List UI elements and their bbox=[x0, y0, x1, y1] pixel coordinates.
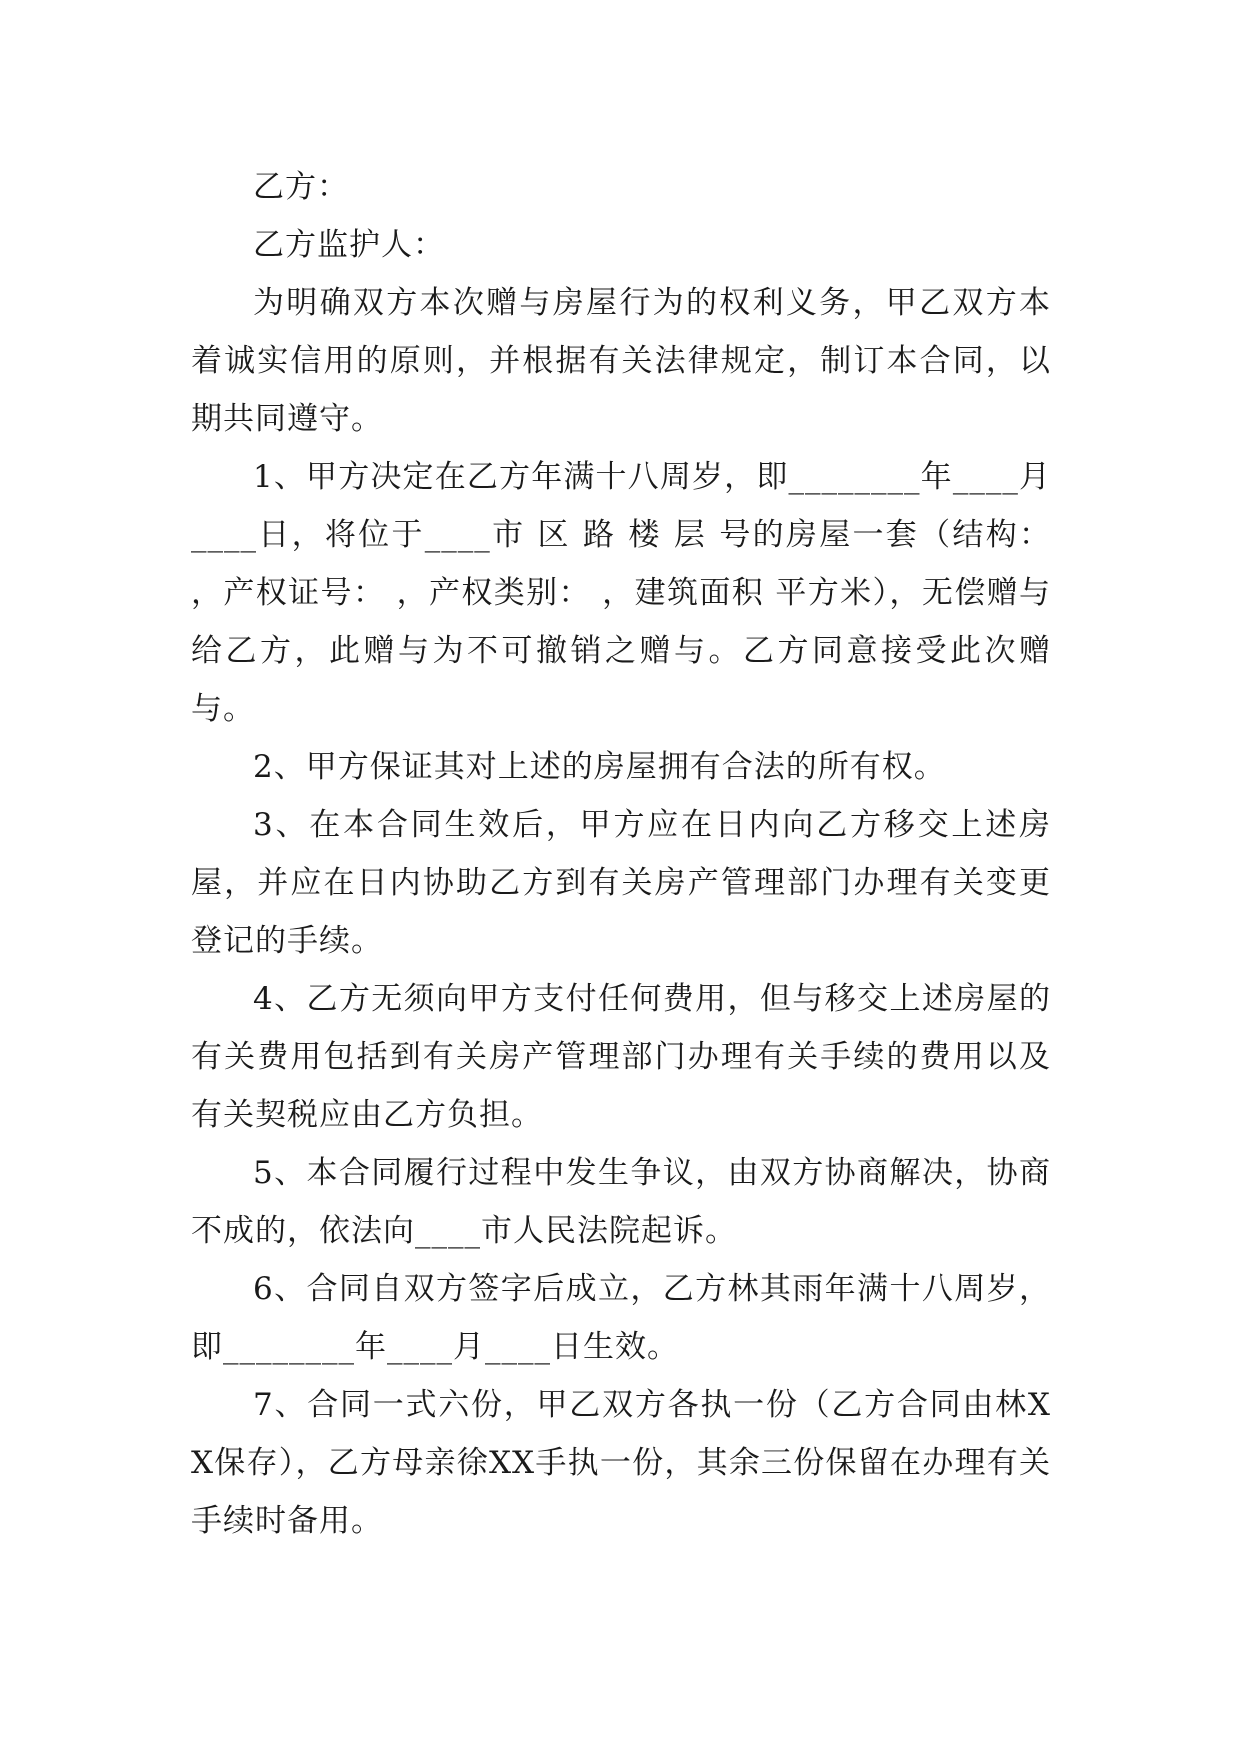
clause-5: 5、本合同履行过程中发生争议，由双方协商解决，协商不成的，依法向____市人民法院起诉。 bbox=[191, 1155, 1051, 1249]
party-b-line: 乙方： bbox=[253, 169, 349, 205]
clause-3: 3、在本合同生效后，甲方应在日内向乙方移交上述房屋，并应在日内协助乙方到有关房产管理部门办理有关变更登记的手续。 bbox=[191, 807, 1051, 959]
clause-6: 6、合同自双方签字后成立，乙方林其雨年满十八周岁，即________年____月____日生效。 bbox=[191, 1271, 1051, 1365]
preamble-paragraph: 为明确双方本次赠与房屋行为的权利义务，甲乙双方本着诚实信用的原则，并根据有关法律规定，制订本合同，以期共同遵守。 bbox=[191, 285, 1051, 437]
document-body bbox=[191, 158, 1051, 1550]
clause-7: 7、合同一式六份，甲乙双方各执一份（乙方合同由林XX保存），乙方母亲徐XX手执一份，其余三份保留在办理有关手续时备用。 bbox=[191, 1387, 1051, 1539]
clause-1: 1、甲方决定在乙方年满十八周岁，即________年____月____日，将位于____市 区 路 楼 层 号的房屋一套（结构： ，产权证号： ，产权类别： ，建筑面积 平方米），无偿赠与给乙方，此赠与为不可撤销之赠与。乙方同意接受此次赠与。 bbox=[191, 459, 1051, 727]
clause-4: 4、乙方无须向甲方支付任何费用，但与移交上述房屋的有关费用包括到有关房产管理部门办理有关手续的费用以及有关契税应由乙方负担。 bbox=[191, 981, 1051, 1133]
clause-2: 2、甲方保证其对上述的房屋拥有合法的所有权。 bbox=[253, 749, 946, 785]
party-b-guardian-line: 乙方监护人： bbox=[253, 227, 445, 263]
